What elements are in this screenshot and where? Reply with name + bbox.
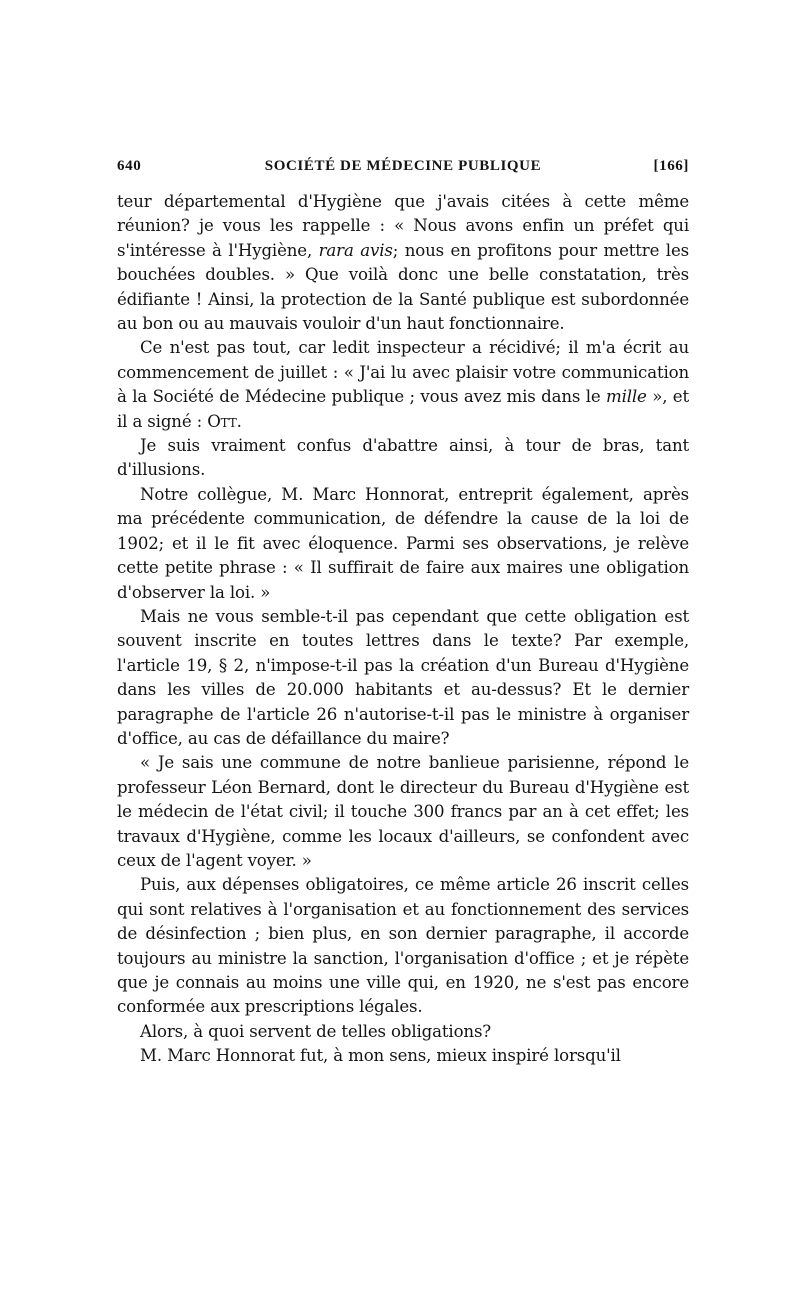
text-run: teur départemental d'Hygiène que j'avais citées à cette même réunion? je vous les rappelle : « Nous avons enfin un préfet qui s'intéresse à l'Hygiène, bbox=[117, 192, 689, 260]
section-number: [166] bbox=[653, 158, 689, 174]
text-run: . bbox=[236, 411, 242, 431]
paragraph bbox=[117, 751, 689, 873]
running-head bbox=[117, 158, 689, 180]
paragraph bbox=[117, 1020, 689, 1044]
paragraph bbox=[117, 190, 689, 336]
text-run: Puis, aux dépenses obligatoires, ce même article 26 inscrit celles qui sont relatives à l'organisation et au fonctionnement des services de désinfection ; bien plus, en son dernier paragraphe, il accorde toujours au ministre la sanction, l'organisation d'office ; et je répète que je connais au moins une ville qui, en 1920, ne s'est pas encore conformée aux prescriptions légales. bbox=[117, 875, 689, 1017]
paragraph bbox=[117, 434, 689, 483]
text-run: Ce n'est pas tout, car ledit inspecteur a récidivé; il m'a écrit au commencement de juillet : « J'ai lu avec plaisir votre communication à la Société de Médecine publique ; vous avez mis dans le bbox=[117, 338, 689, 407]
text-run: », et il a signé : bbox=[117, 387, 689, 431]
page-number: 640 bbox=[117, 158, 142, 174]
text-run: Je suis vraiment confus d'abattre ainsi, à tour de bras, tant d'illusions. bbox=[117, 436, 689, 480]
paragraph bbox=[117, 873, 689, 1019]
paragraph bbox=[117, 1044, 689, 1068]
signature-name: Ott bbox=[207, 411, 237, 431]
italic-phrase: rara avis bbox=[318, 240, 393, 260]
italic-phrase: mille bbox=[606, 387, 647, 407]
text-run: M. Marc Honnorat fut, à mon sens, mieux inspiré lorsqu'il bbox=[140, 1046, 621, 1066]
text-run: « Je sais une commune de notre banlieue parisienne, répond le professeur Léon Bernard, dont le directeur du Bureau d'Hygiène est le médecin de l'état civil; il touche 300 francs par an à cet effet; les travaux d'Hygiène, comme les locaux d'ailleurs, se confondent avec ceux de l'agent voyer. » bbox=[117, 753, 689, 870]
text-run: Notre collègue, M. Marc Honnorat, entreprit également, après ma précédente communication, de défendre la cause de la loi de 1902; et il le fit avec éloquence. Parmi ses observations, je relève cette petite phrase : « Il suffirait de faire aux maires une obligation d'observer la loi. » bbox=[117, 484, 689, 602]
paragraph bbox=[117, 605, 689, 751]
text-run: ; nous en profitons pour mettre les bouchées doubles. » Que voilà donc une belle constatation, très édifiante ! Ainsi, la protection de la Santé publique est subordonnée au bon ou au mauvais vouloir d'un haut fonctionnaire. bbox=[117, 240, 689, 334]
body-text bbox=[117, 190, 689, 1069]
text-run: Mais ne vous semble-t-il pas cependant que cette obligation est souvent inscrite en toutes lettres dans le texte? Par exemple, l'article 19, § 2, n'impose-t-il pas la création d'un Bureau d'Hygiène dans les villes de 20.000 habitants et au-dessus? Et le dernier paragraphe de l'article 26 n'autorise-t-il pas le ministre à organiser d'office, au cas de défaillance du maire? bbox=[117, 606, 689, 748]
text-run: Alors, à quoi servent de telles obligations? bbox=[140, 1021, 492, 1041]
paragraph bbox=[117, 336, 689, 434]
paragraph bbox=[117, 483, 689, 605]
running-title: SOCIÉTÉ DE MÉDECINE PUBLIQUE bbox=[264, 158, 542, 174]
